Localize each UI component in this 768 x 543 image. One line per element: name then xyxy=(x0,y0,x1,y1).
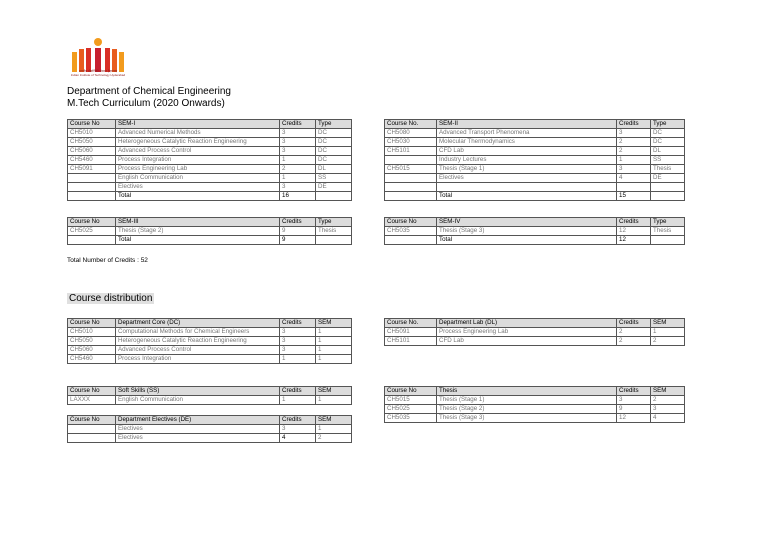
table-cell xyxy=(385,183,437,192)
table-row xyxy=(68,396,352,405)
table-row xyxy=(68,355,352,364)
table-cell: DL xyxy=(651,147,685,156)
table-cell: Electives xyxy=(116,434,280,443)
column-header: SEM-II xyxy=(437,120,617,129)
table-header-row xyxy=(385,120,685,129)
column-header: Course No xyxy=(68,218,116,227)
table-cell: 9 xyxy=(280,236,316,245)
distribution-heading: Course distribution xyxy=(69,293,153,304)
table-cell xyxy=(651,192,685,201)
sem4-table xyxy=(384,217,685,245)
table-cell xyxy=(68,192,116,201)
table-cell: 3 xyxy=(651,405,685,414)
table-cell: 12 xyxy=(617,236,651,245)
page-title xyxy=(67,86,231,110)
logo-text-hindi: भारतीय प्रौद्योगिकी संस्थान हैदराबाद xyxy=(78,69,118,73)
table-header-row xyxy=(385,319,685,328)
table-cell: DE xyxy=(316,183,352,192)
table-cell: 9 xyxy=(617,405,651,414)
table-row xyxy=(68,425,352,434)
table-row xyxy=(68,328,352,337)
table-cell: 3 xyxy=(617,396,651,405)
table-cell: Thesis (Stage 2) xyxy=(437,405,617,414)
table-cell: Total xyxy=(437,236,617,245)
table-cell: Process Integration xyxy=(116,156,280,165)
column-header: Course No. xyxy=(385,319,437,328)
department-core-table xyxy=(67,318,352,364)
table-cell: Heterogeneous Catalytic Reaction Engineering xyxy=(116,138,280,147)
table-cell: 4 xyxy=(280,434,316,443)
table-cell: Electives xyxy=(116,183,280,192)
table-cell: CH5080 xyxy=(385,129,437,138)
column-header: Thesis xyxy=(437,387,617,396)
table-cell: CH5091 xyxy=(68,165,116,174)
table-cell: CFD Lab xyxy=(437,337,617,346)
table-row xyxy=(385,236,685,245)
table-cell: Thesis xyxy=(651,227,685,236)
table-cell: 3 xyxy=(280,328,316,337)
table-cell: 12 xyxy=(617,227,651,236)
table-cell: 2 xyxy=(617,337,651,346)
column-header: Course No xyxy=(68,319,116,328)
table-row xyxy=(385,405,685,414)
table-cell: 2 xyxy=(617,328,651,337)
table-cell: CH5060 xyxy=(68,147,116,156)
table-cell: 1 xyxy=(280,355,316,364)
thesis-table xyxy=(384,386,685,423)
department-title: Department of Chemical Engineering xyxy=(67,86,231,97)
table-cell: 1 xyxy=(316,396,352,405)
soft-skills-table xyxy=(67,386,352,405)
table-cell xyxy=(68,174,116,183)
table-cell: 1 xyxy=(617,156,651,165)
column-header: Type xyxy=(651,120,685,129)
column-header: SEM-I xyxy=(116,120,280,129)
column-header: Course No xyxy=(68,416,116,425)
table-cell: Total xyxy=(437,192,617,201)
column-header: Credits xyxy=(280,218,316,227)
table-cell: DC xyxy=(316,129,352,138)
table-row xyxy=(68,227,352,236)
table-cell: Thesis (Stage 2) xyxy=(116,227,280,236)
table-row xyxy=(385,183,685,192)
table-row xyxy=(385,414,685,423)
table-cell: English Communication xyxy=(116,174,280,183)
total-credits-note: Total Number of Credits : 52 xyxy=(67,257,148,264)
logo-text-english: Indian Institute of Technology Hyderabad xyxy=(70,73,126,77)
sem3-table xyxy=(67,217,352,245)
table-row xyxy=(68,337,352,346)
table-cell xyxy=(68,425,116,434)
table-row xyxy=(68,346,352,355)
table-row xyxy=(385,165,685,174)
table-cell xyxy=(68,183,116,192)
table-cell: CH5050 xyxy=(68,138,116,147)
table-cell: Thesis xyxy=(316,227,352,236)
table-row xyxy=(68,236,352,245)
column-header: Type xyxy=(316,120,352,129)
table-cell: 12 xyxy=(617,414,651,423)
table-cell: 2 xyxy=(617,138,651,147)
table-cell: CH5460 xyxy=(68,156,116,165)
table-row xyxy=(385,396,685,405)
column-header: SEM xyxy=(316,416,352,425)
table-cell: 3 xyxy=(280,129,316,138)
column-header: Department Lab (DL) xyxy=(437,319,617,328)
column-header: Soft Skills (SS) xyxy=(116,387,280,396)
column-header: Credits xyxy=(280,120,316,129)
column-header: SEM-IV xyxy=(437,218,617,227)
column-header: Course No xyxy=(68,120,116,129)
table-cell: CH5060 xyxy=(68,346,116,355)
table-row xyxy=(68,192,352,201)
table-row xyxy=(385,138,685,147)
table-cell: CH5015 xyxy=(385,165,437,174)
table-row xyxy=(385,227,685,236)
table-cell xyxy=(651,236,685,245)
table-cell: 4 xyxy=(617,174,651,183)
table-cell: SS xyxy=(316,174,352,183)
table-cell: Advanced Process Control xyxy=(116,346,280,355)
table-cell: 9 xyxy=(280,227,316,236)
table-cell: 4 xyxy=(651,414,685,423)
column-header: Department Electives (DE) xyxy=(116,416,280,425)
column-header: Credits xyxy=(280,416,316,425)
table-header-row xyxy=(68,120,352,129)
column-header: Course No. xyxy=(385,120,437,129)
table-cell: Thesis (Stage 3) xyxy=(437,414,617,423)
column-header: Type xyxy=(651,218,685,227)
table-cell: 3 xyxy=(280,425,316,434)
table-header-row xyxy=(68,319,352,328)
table-row xyxy=(68,434,352,443)
table-cell: Advanced Process Control xyxy=(116,147,280,156)
table-cell: 3 xyxy=(280,346,316,355)
table-cell: DC xyxy=(316,138,352,147)
department-electives-table xyxy=(67,415,352,443)
table-header-row xyxy=(385,387,685,396)
table-cell: 2 xyxy=(617,147,651,156)
table-cell: DC xyxy=(651,129,685,138)
table-cell: Total xyxy=(116,192,280,201)
column-header: Credits xyxy=(280,319,316,328)
column-header: SEM xyxy=(651,319,685,328)
table-cell: Advanced Numerical Methods xyxy=(116,129,280,138)
column-header: Credits xyxy=(280,387,316,396)
sem1-table xyxy=(67,119,352,201)
table-row xyxy=(68,174,352,183)
table-cell: CH5091 xyxy=(385,328,437,337)
table-cell: 1 xyxy=(316,355,352,364)
table-header-row xyxy=(68,218,352,227)
table-cell: CH5010 xyxy=(68,328,116,337)
table-cell: CH5035 xyxy=(385,227,437,236)
column-header: Course No xyxy=(68,387,116,396)
table-cell xyxy=(385,174,437,183)
table-cell: Total xyxy=(116,236,280,245)
table-row xyxy=(68,129,352,138)
table-row xyxy=(385,156,685,165)
table-cell: Process Engineering Lab xyxy=(437,328,617,337)
table-cell: 2 xyxy=(651,337,685,346)
table-cell: CH5035 xyxy=(385,414,437,423)
table-row xyxy=(68,147,352,156)
table-cell: 1 xyxy=(280,156,316,165)
table-cell: SS xyxy=(651,156,685,165)
table-row xyxy=(385,147,685,156)
table-cell: Electives xyxy=(437,174,617,183)
table-cell xyxy=(316,192,352,201)
table-cell: DC xyxy=(316,156,352,165)
table-cell: Heterogeneous Catalytic Reaction Engineering xyxy=(116,337,280,346)
table-cell: Electives xyxy=(116,425,280,434)
table-cell xyxy=(316,236,352,245)
table-cell xyxy=(437,183,617,192)
table-cell: CH5101 xyxy=(385,337,437,346)
table-cell: Thesis (Stage 3) xyxy=(437,227,617,236)
table-cell: 1 xyxy=(280,396,316,405)
table-row xyxy=(385,174,685,183)
table-cell: CH5460 xyxy=(68,355,116,364)
table-cell: 2 xyxy=(280,165,316,174)
column-header: Course No xyxy=(385,218,437,227)
department-lab-table xyxy=(384,318,685,346)
table-cell xyxy=(651,183,685,192)
column-header: Credits xyxy=(617,120,651,129)
curriculum-title: M.Tech Curriculum (2020 Onwards) xyxy=(67,98,225,109)
table-row xyxy=(68,156,352,165)
table-cell: 3 xyxy=(280,183,316,192)
column-header: Credits xyxy=(617,218,651,227)
table-row xyxy=(68,138,352,147)
table-cell: CH5050 xyxy=(68,337,116,346)
table-cell: 3 xyxy=(280,147,316,156)
table-cell: 3 xyxy=(280,138,316,147)
table-cell: Thesis (Stage 1) xyxy=(437,396,617,405)
table-row xyxy=(68,183,352,192)
table-header-row xyxy=(68,387,352,396)
table-cell: Industry Lectures xyxy=(437,156,617,165)
table-cell: CH5025 xyxy=(385,405,437,414)
table-cell: 3 xyxy=(617,165,651,174)
table-cell: 2 xyxy=(316,434,352,443)
table-cell: Process Integration xyxy=(116,355,280,364)
column-header: SEM xyxy=(316,319,352,328)
table-cell: 1 xyxy=(651,328,685,337)
table-cell: CH5101 xyxy=(385,147,437,156)
table-cell xyxy=(385,236,437,245)
table-cell: 1 xyxy=(316,328,352,337)
table-header-row xyxy=(68,416,352,425)
table-cell: Advanced Transport Phenomena xyxy=(437,129,617,138)
table-cell xyxy=(68,434,116,443)
column-header: Credits xyxy=(617,319,651,328)
column-header: Department Core (DC) xyxy=(116,319,280,328)
table-cell: 2 xyxy=(651,396,685,405)
table-cell: Computational Methods for Chemical Engineers xyxy=(116,328,280,337)
table-cell: 3 xyxy=(617,129,651,138)
table-row xyxy=(68,165,352,174)
table-cell: DL xyxy=(316,165,352,174)
table-cell: English Communication xyxy=(116,396,280,405)
table-row xyxy=(385,337,685,346)
table-cell: 3 xyxy=(280,337,316,346)
table-cell: CFD Lab xyxy=(437,147,617,156)
table-cell: DC xyxy=(651,138,685,147)
sem2-table xyxy=(384,119,685,201)
table-cell: 16 xyxy=(280,192,316,201)
table-cell: LAXXX xyxy=(68,396,116,405)
table-cell: 1 xyxy=(280,174,316,183)
table-cell: CH5025 xyxy=(68,227,116,236)
table-cell: 1 xyxy=(316,346,352,355)
column-header: Type xyxy=(316,218,352,227)
table-row xyxy=(385,328,685,337)
table-cell: Thesis (Stage 1) xyxy=(437,165,617,174)
table-header-row xyxy=(385,218,685,227)
table-cell: 1 xyxy=(316,425,352,434)
table-cell: CH5010 xyxy=(68,129,116,138)
table-cell: 1 xyxy=(316,337,352,346)
table-row xyxy=(385,192,685,201)
table-cell: CH5030 xyxy=(385,138,437,147)
table-cell xyxy=(385,156,437,165)
table-cell xyxy=(68,236,116,245)
table-cell xyxy=(617,183,651,192)
table-cell xyxy=(385,192,437,201)
table-cell: Thesis xyxy=(651,165,685,174)
column-header: SEM-III xyxy=(116,218,280,227)
table-cell: 15 xyxy=(617,192,651,201)
column-header: SEM xyxy=(316,387,352,396)
column-header: Credits xyxy=(617,387,651,396)
table-cell: CH5015 xyxy=(385,396,437,405)
table-cell: DC xyxy=(316,147,352,156)
table-cell: Process Engineering Lab xyxy=(116,165,280,174)
column-header: Course No xyxy=(385,387,437,396)
table-cell: DE xyxy=(651,174,685,183)
table-row xyxy=(385,129,685,138)
table-cell: Molecular Thermodynamics xyxy=(437,138,617,147)
column-header: SEM xyxy=(651,387,685,396)
